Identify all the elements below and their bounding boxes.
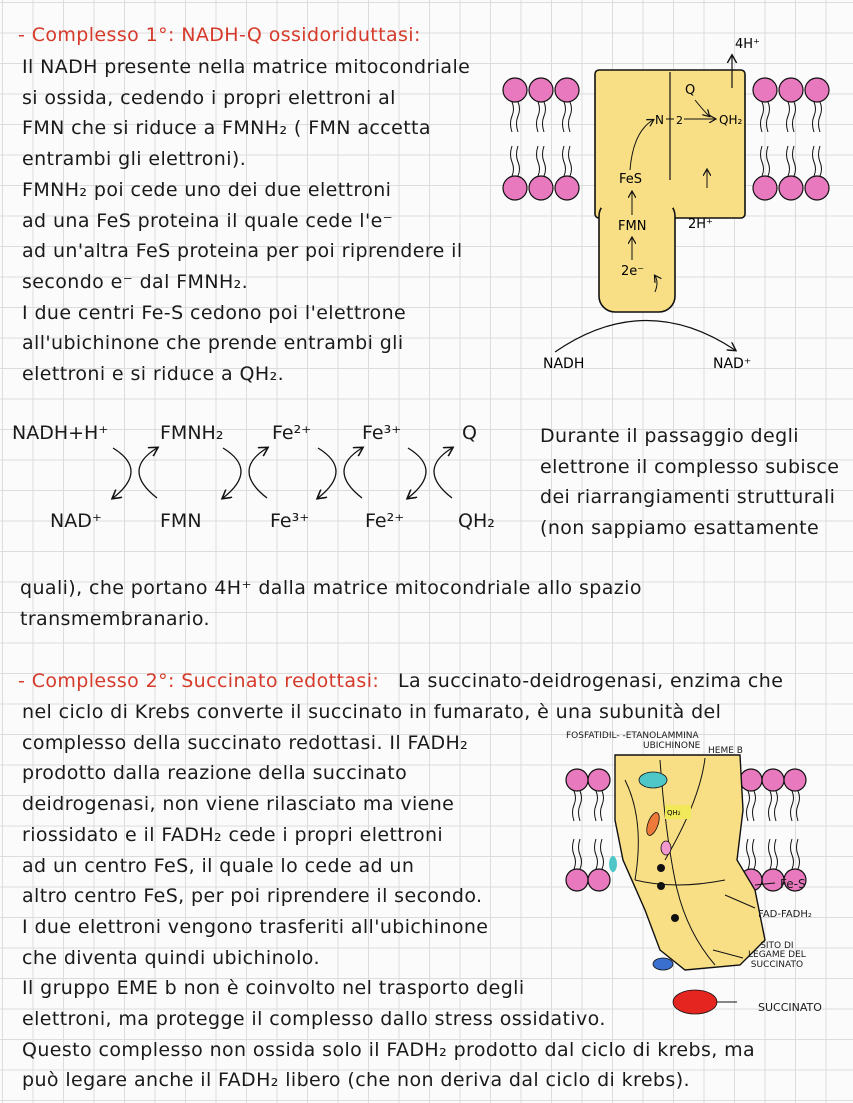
lipid-head (503, 176, 527, 200)
lipid-head (503, 78, 527, 102)
lipid-head (753, 176, 777, 200)
lipid-tail (579, 791, 582, 821)
lipid-head (805, 176, 829, 200)
lipid-tail (595, 791, 598, 821)
section2-line: Il gruppo EME b non è coinvolto nel trasporto degli (22, 977, 525, 1000)
complex1-protein-arm (599, 200, 675, 312)
section1-line: I due centri Fe-S cedono poi l'elettrone (22, 301, 407, 324)
lipid-head (779, 176, 803, 200)
ubichinone-label: UBICHINONE (643, 741, 701, 751)
fad-center (671, 914, 679, 922)
lipid-tail (793, 146, 796, 176)
lipid-tail (767, 146, 770, 176)
lipid-tail (797, 839, 800, 869)
reaction-top-species: Fe²⁺ (272, 422, 312, 444)
succinato-label: SUCCINATO (758, 1001, 822, 1014)
lipid-tail (543, 146, 546, 176)
section1-line: elettroni e si riduce a QH₂. (22, 363, 285, 385)
heme-b-label: HEME B (708, 746, 743, 756)
section2-line: elettroni, ma protegge il complesso dallo stress ossidativo. (22, 1008, 606, 1030)
section2-line: Questo complesso non ossida solo il FADH₂ prodotto dal ciclo di krebs, ma (22, 1038, 756, 1061)
section1-line: entrambi gli elettroni). (22, 148, 247, 171)
lipid-tail (579, 839, 582, 869)
lipid-tail (601, 791, 604, 821)
lipid-tail (753, 839, 756, 869)
section2-line: complesso della succinato redottasi. Il FADH₂ (22, 731, 469, 754)
lipid-tail (791, 839, 794, 869)
section2-line: ad un centro FeS, il quale lo cede ad un (22, 854, 415, 877)
reaction-arrow-down (408, 448, 426, 498)
side-note-line: elettrone il complesso subisce (540, 455, 840, 478)
fes-label: FeS (619, 172, 643, 187)
section2-line: deidrogenasi, non viene rilasciato ma viene (22, 793, 455, 816)
lipid-tail (595, 839, 598, 869)
fad-label: FAD-FADH₂ (758, 909, 812, 920)
reaction-arrow-up (139, 448, 157, 498)
reaction-arrow-down (223, 448, 241, 498)
lipid-head (588, 769, 610, 791)
section1-line: Il NADH presente nella matrice mitocondriale (22, 56, 471, 78)
lipid-tail (775, 791, 778, 821)
lipid-head (566, 869, 588, 891)
reaction-arrow-up (344, 448, 362, 498)
lipid-tail (511, 146, 514, 176)
lipid-tail (569, 146, 572, 176)
reaction-arrow-up (249, 448, 267, 498)
section2-line: nel ciclo di Krebs converte il succinato in fumarato, è una subunità del (22, 701, 722, 723)
phospholipid-blob (639, 772, 667, 788)
lipid-tail (767, 102, 770, 132)
reaction-top-species: NADH+H⁺ (12, 422, 109, 444)
section1-line: FMNH₂ poi cede uno dei due elettroni (22, 178, 392, 201)
lipid-tail (537, 102, 540, 132)
continuation-line: quali), che portano 4H⁺ dalla matrice mitocondriale allo spazio (20, 577, 642, 599)
reaction-top-species: Fe³⁺ (362, 422, 402, 444)
lipid-tail (563, 146, 566, 176)
qh2-label: QH₂ (719, 113, 743, 127)
two-label: 2 (676, 114, 683, 127)
lipid-head (753, 78, 777, 102)
side-note-line: Durante il passaggio degli (540, 425, 799, 447)
lipid-tail (813, 146, 816, 176)
fosfatidil-label: FOSFATIDIL- -ETANOLAMMINA (566, 731, 699, 741)
reaction-arrows (90, 440, 560, 520)
lipid-head (740, 769, 762, 791)
cyan-side-blob (609, 856, 617, 872)
reaction-bottom-species: Fe²⁺ (365, 510, 405, 532)
lipid-head (784, 769, 806, 791)
q-label: Q (685, 83, 696, 98)
section1-line: secondo e⁻ dal FMNH₂. (22, 270, 249, 293)
lipid-tail (787, 102, 790, 132)
section2-heading: - Complesso 2°: Succinato redottasi: (18, 670, 380, 692)
lipid-tail (819, 102, 822, 132)
section2-line: I due elettroni vengono trasferiti all'ubichinone (22, 915, 489, 938)
lipid-tail (517, 102, 520, 132)
lipid-head (529, 176, 553, 200)
side-note-line: (non sappiamo esattamente (540, 516, 820, 539)
section1-heading: - Complesso 1°: NADH-Q ossidoriduttasi: (18, 24, 421, 46)
section1-line: ad un'altra FeS proteina per poi riprendere il (22, 240, 463, 263)
nad-label: NAD⁺ (713, 356, 752, 372)
lipid-head (762, 769, 784, 791)
lipid-tail (761, 146, 764, 176)
lipid-tail (747, 791, 750, 821)
reaction-bottom-species: Fe³⁺ (270, 510, 310, 532)
lipid-tail (601, 839, 604, 869)
lipid-head (566, 769, 588, 791)
lipid-tail (791, 791, 794, 821)
lipid-tail (787, 146, 790, 176)
nadh-arc (555, 320, 735, 352)
section2-line: che diventa quindi ubichinolo. (22, 946, 320, 969)
nadh-label: NADH (543, 356, 585, 372)
reaction-arrow-up (434, 448, 452, 498)
reaction-top-species: Q (462, 422, 477, 444)
n-label: N (655, 113, 664, 127)
section2-heading-rest: La succinato-deidrogenasi, enzima che (398, 670, 784, 692)
lipid-head (805, 78, 829, 102)
lipid-tail (537, 146, 540, 176)
lipid-tail (563, 102, 566, 132)
succinate-site-blob (653, 958, 673, 970)
section1-line: all'ubichinone che prende entrambi gli (22, 332, 404, 355)
lipid-head (588, 869, 610, 891)
section2-line: altro centro FeS, per poi riprendere il secondo. (22, 885, 483, 908)
reaction-arrow-down (113, 448, 131, 498)
lipid-tail (793, 102, 796, 132)
lipid-tail (517, 146, 520, 176)
lipid-tail (769, 791, 772, 821)
lipid-tail (569, 102, 572, 132)
section2-line: prodotto dalla reazione della succinato (22, 762, 408, 785)
two-e-label: 2e⁻ (621, 264, 645, 279)
section2-line: può legare anche il FADH₂ libero (che non deriva dal ciclo di krebs). (22, 1069, 690, 1092)
succinate-blob (673, 990, 717, 1014)
lipid-tail (573, 791, 576, 821)
sito-label: SITO DI LEGAME DEL SUCCINATO (748, 941, 806, 970)
reaction-top-species: FMNH₂ (160, 422, 224, 444)
proton-top-label: 4H⁺ (735, 37, 760, 52)
reaction-bottom-species: QH₂ (458, 510, 495, 532)
lipid-tail (775, 839, 778, 869)
reaction-bottom-species: FMN (160, 510, 202, 532)
complex1-diagram (495, 20, 853, 400)
lipid-tail (797, 791, 800, 821)
lipid-tail (813, 102, 816, 132)
fes-right-label: Fe-S (780, 877, 806, 891)
two-h-label: 2H⁺ (688, 217, 713, 232)
lipid-tail (761, 102, 764, 132)
side-note-line: dei riarrangiamenti strutturali (540, 486, 836, 508)
section1-line: FMN che si riduce a FMNH₂ ( FMN accetta (22, 117, 431, 140)
section1-line: ad una FeS proteina il quale cede l'e⁻ (22, 209, 394, 232)
lipid-tail (511, 102, 514, 132)
ubiquinone-blob (661, 841, 671, 855)
lipid-tail (747, 839, 750, 869)
lipid-tail (769, 839, 772, 869)
lipid-tail (819, 146, 822, 176)
section2-line: riossidato e il FADH₂ cede i propri elettroni (22, 823, 444, 846)
lipid-tail (543, 102, 546, 132)
fes-center-1 (657, 864, 665, 872)
lipid-head (529, 78, 553, 102)
reaction-arrow-down (318, 448, 336, 498)
continuation-line: transmembranario. (20, 608, 210, 630)
lipid-head (779, 78, 803, 102)
fes-center-2 (657, 882, 665, 890)
reaction-bottom-species: NAD⁺ (50, 510, 102, 532)
fmn-label: FMN (618, 219, 647, 234)
section1-line: si ossida, cedendo i propri elettroni al (22, 86, 396, 109)
lipid-head (555, 176, 579, 200)
lipid-head (555, 78, 579, 102)
lipid-tail (573, 839, 576, 869)
qh2-small-label: QH₂ (667, 809, 681, 817)
lipid-tail (753, 791, 756, 821)
